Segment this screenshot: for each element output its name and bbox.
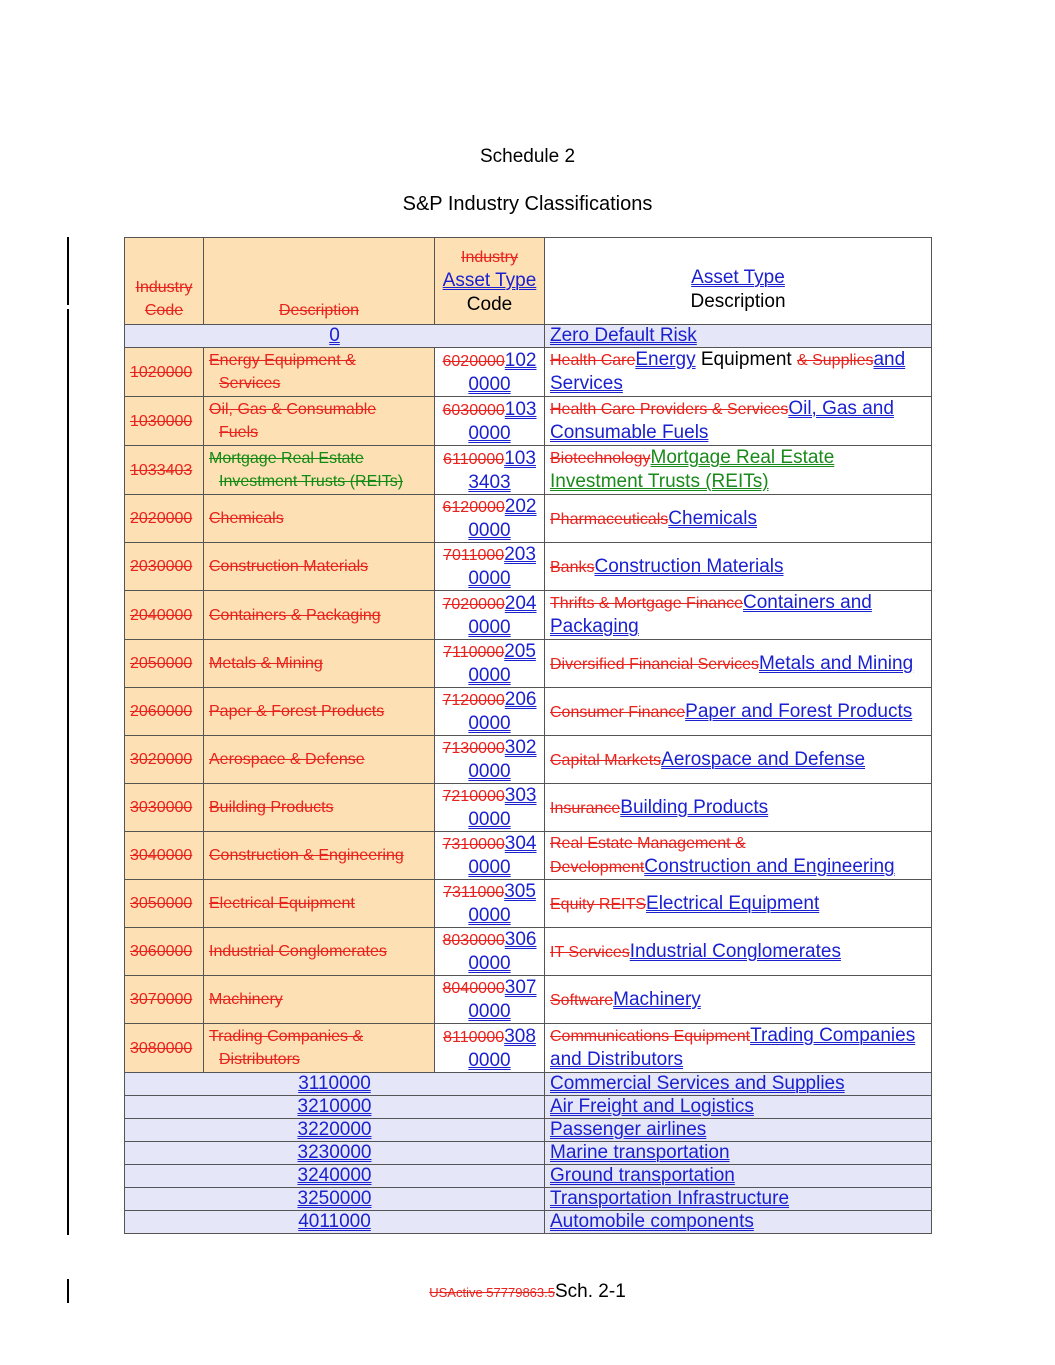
table-row [125, 397, 932, 446]
asset-type-code-cell [435, 1024, 545, 1073]
asset-description-new: Containers and Packaging [550, 592, 872, 637]
new-asset-description: Commercial Services and Supplies [550, 1073, 845, 1094]
new-desc-cell [545, 1119, 932, 1142]
table-row [125, 928, 932, 976]
table-row [125, 1024, 932, 1073]
zero-default-row [125, 325, 932, 348]
asset-type-code-old: 6110000 [443, 450, 505, 468]
asset-type-code-new: 3050000 [468, 881, 536, 926]
asset-type-code-cell [435, 880, 545, 928]
description-old: Construction Materials [209, 558, 369, 575]
description-old: Oil, Gas & Consumable [209, 401, 377, 418]
description-cell [204, 348, 435, 397]
industry-code-cell [125, 832, 204, 880]
industry-code-cell [125, 543, 204, 591]
description-cell [204, 832, 435, 880]
description-old: Containers & Packaging [209, 606, 381, 624]
industry-code-old: 3050000 [130, 895, 193, 912]
asset-type-code-new: 2040000 [468, 592, 537, 638]
asset-description-old: Health Care [550, 352, 636, 369]
page-footer [0, 1281, 1055, 1303]
description-old-cont: Services [219, 375, 281, 392]
asset-type-code-new: 3080000 [468, 1025, 536, 1071]
asset-description-new: Chemicals [668, 507, 757, 529]
industry-code-cell [125, 495, 204, 543]
new-code-cell [125, 1165, 545, 1188]
asset-description-new: Trading Companies and Distributors [550, 1025, 916, 1070]
asset-type-code-new: 2050000 [468, 641, 536, 686]
table-row-new [125, 1119, 932, 1142]
header-asset-type-description: Asset Type Description [545, 238, 932, 325]
description-cell [204, 928, 435, 976]
description-cell [204, 640, 435, 688]
new-asset-description: Transportation Infrastructure [550, 1188, 790, 1209]
new-asset-code: 3240000 [297, 1165, 372, 1186]
table-row [125, 348, 932, 397]
table-row [125, 446, 932, 495]
page-subtitle: S&P Industry Classifications [402, 193, 653, 215]
change-bar [67, 309, 69, 1235]
asset-description-new: Construction Materials [594, 555, 784, 577]
description-cell [204, 591, 435, 640]
industry-code-old: 1030000 [130, 412, 193, 430]
asset-type-code-new: 2020000 [468, 496, 537, 541]
header-asset-type-code: Industry Asset Type Code [435, 238, 545, 325]
asset-description-old: Software [550, 991, 614, 1009]
new-asset-description: Marine transportation [550, 1142, 730, 1163]
classification-table [124, 237, 932, 1234]
description-old: Construction & Engineering [209, 847, 404, 864]
industry-code-cell [125, 1024, 204, 1073]
description-cell [204, 736, 435, 784]
new-asset-description: Passenger airlines [550, 1119, 707, 1140]
description-cell [204, 1024, 435, 1073]
asset-type-code-cell [435, 736, 545, 784]
new-asset-description: Ground transportation [550, 1165, 735, 1186]
asset-type-code-cell [435, 688, 545, 736]
asset-type-code-new: 2060000 [468, 689, 537, 734]
asset-type-code-old: 7120000 [442, 692, 505, 709]
asset-type-code-cell [435, 543, 545, 591]
asset-type-code-new: 3030000 [468, 785, 537, 830]
description-cell [204, 784, 435, 832]
industry-code-cell [125, 397, 204, 446]
description-old-cont: Distributors [219, 1051, 300, 1068]
industry-code-cell [125, 976, 204, 1024]
asset-description-new: Machinery [613, 988, 701, 1010]
table-row-new [125, 1073, 932, 1096]
table-row-new [125, 1188, 932, 1211]
asset-type-description-cell [545, 976, 932, 1024]
change-bar [67, 237, 69, 305]
description-cell [204, 976, 435, 1024]
asset-type-description-cell [545, 736, 932, 784]
asset-description-new: Mortgage Real Estate Investment Trusts (REITs) [550, 447, 835, 492]
description-old: Energy Equipment & [209, 352, 356, 369]
description-cell [204, 495, 435, 543]
page-number: Sch. 2-1 [555, 1281, 626, 1302]
asset-description-old: Diversified Financial Services [550, 655, 759, 673]
asset-type-code-old: 8110000 [443, 1028, 505, 1046]
asset-description-new: Aerospace and Defense [661, 748, 866, 770]
industry-code-cell [125, 446, 204, 495]
new-desc-cell [545, 1142, 932, 1165]
new-asset-code: 3230000 [297, 1142, 372, 1163]
asset-type-code-new: 1030000 [468, 398, 537, 444]
industry-code-old: 2030000 [130, 558, 193, 575]
asset-type-code-cell [435, 591, 545, 640]
asset-type-code-cell [435, 832, 545, 880]
asset-description-new: Construction and Engineering [644, 856, 895, 877]
header-row [125, 238, 932, 325]
table-row [125, 976, 932, 1024]
new-asset-description: Automobile components [550, 1211, 754, 1232]
asset-type-code-old: 7130000 [442, 740, 505, 757]
asset-type-description-cell [545, 446, 932, 495]
asset-type-code-old: 7020000 [442, 595, 505, 613]
asset-description-new: Electrical Equipment [646, 892, 820, 914]
asset-description-new: Metals and Mining [758, 652, 914, 674]
description-old: Paper & Forest Products [209, 703, 385, 720]
industry-code-old: 2040000 [130, 606, 193, 624]
new-desc-cell [545, 1188, 932, 1211]
table-row-new [125, 1142, 932, 1165]
description-old: Machinery [209, 991, 283, 1008]
asset-type-code-old: 7310000 [442, 836, 505, 853]
industry-code-cell [125, 640, 204, 688]
asset-type-code-new: 2030000 [468, 544, 536, 589]
asset-description-old: Biotechnology [550, 450, 651, 467]
table-row [125, 543, 932, 591]
description-old: Building Products [209, 799, 334, 816]
new-asset-code: 3210000 [297, 1096, 372, 1117]
industry-code-cell [125, 736, 204, 784]
industry-code-old: 1033403 [130, 461, 193, 479]
industry-code-old: 1020000 [130, 363, 193, 381]
asset-description-old: Equity REITS [550, 895, 647, 913]
asset-type-description-cell [545, 928, 932, 976]
asset-description-old: Communications Equipment [550, 1028, 751, 1045]
asset-description-old: Insurance [550, 799, 621, 817]
industry-code-cell [125, 880, 204, 928]
table-row [125, 495, 932, 543]
asset-type-code-new: 3020000 [468, 737, 537, 782]
industry-code-cell [125, 784, 204, 832]
industry-code-old: 2050000 [130, 655, 193, 672]
new-code-cell [125, 1096, 545, 1119]
industry-code-old: 3060000 [130, 943, 193, 960]
asset-type-code-old: 7210000 [442, 788, 505, 805]
asset-type-code-old: 6030000 [442, 401, 505, 419]
asset-description-unchanged: Equipment [695, 349, 797, 370]
asset-type-description-cell [545, 640, 932, 688]
description-cell [204, 543, 435, 591]
asset-type-code-cell [435, 784, 545, 832]
new-code-cell [125, 1073, 545, 1096]
description-old-cont: Fuels [219, 424, 259, 441]
asset-type-description-cell [545, 1024, 932, 1073]
table-row [125, 736, 932, 784]
header-industry-code: Industry Code [125, 238, 204, 325]
page-title: Schedule 2 [479, 146, 576, 167]
new-asset-code: 3110000 [298, 1073, 371, 1094]
description-old-cont: Investment Trusts (REITs) [219, 473, 404, 490]
asset-description-old: Consumer Finance [550, 703, 686, 721]
description-cell [204, 688, 435, 736]
asset-type-code-new: 1020000 [468, 349, 537, 395]
zero-code: 0 [329, 325, 340, 346]
asset-type-code-cell [435, 348, 545, 397]
description-cell [204, 446, 435, 495]
asset-type-code-new: 1033403 [468, 447, 536, 493]
industry-code-cell [125, 591, 204, 640]
asset-description-old: Pharmaceuticals [550, 510, 669, 528]
asset-description-old: IT Services [550, 943, 630, 961]
asset-type-code-cell [435, 397, 545, 446]
asset-type-code-old: 7110000 [443, 644, 505, 661]
asset-description-new: Building Products [620, 796, 769, 818]
description-old: Metals & Mining [209, 655, 323, 672]
new-asset-code: 3220000 [297, 1119, 372, 1140]
asset-type-code-cell [435, 928, 545, 976]
asset-description-old: Banks [550, 558, 595, 576]
asset-type-code-old: 6120000 [442, 499, 505, 516]
asset-type-code-cell [435, 446, 545, 495]
industry-code-old: 2020000 [130, 510, 193, 527]
asset-type-code-old: 7311000 [443, 884, 505, 901]
asset-type-description-cell [545, 348, 932, 397]
asset-type-description-cell [545, 688, 932, 736]
asset-type-code-new: 3060000 [468, 929, 537, 974]
new-desc-cell [545, 1165, 932, 1188]
description-old: Chemicals [209, 510, 284, 527]
asset-type-description-cell [545, 784, 932, 832]
asset-description-old-2: & Supplies [796, 352, 874, 369]
new-asset-description: Air Freight and Logistics [550, 1096, 754, 1117]
asset-type-description-cell [545, 495, 932, 543]
zero-desc: Zero Default Risk [550, 325, 697, 346]
asset-description-new: Industrial Conglomerates [629, 940, 841, 962]
description-old: Aerospace & Defense [209, 751, 365, 768]
table-row [125, 832, 932, 880]
new-code-cell [125, 1188, 545, 1211]
asset-type-code-old: 7011000 [443, 547, 505, 564]
industry-code-old: 3080000 [130, 1039, 193, 1057]
description-cell [204, 880, 435, 928]
asset-description-old: Capital Markets [550, 751, 662, 769]
description-old: Trading Companies & [209, 1028, 364, 1045]
industry-code-cell [125, 688, 204, 736]
asset-type-code-cell [435, 495, 545, 543]
description-cell [204, 397, 435, 446]
industry-code-cell [125, 928, 204, 976]
new-code-cell [125, 1211, 545, 1234]
description-old: Mortgage Real Estate [209, 450, 364, 467]
new-desc-cell [545, 1073, 932, 1096]
industry-code-cell [125, 348, 204, 397]
table-row [125, 640, 932, 688]
document-id: USActive 57779863.5 [429, 1285, 555, 1300]
new-desc-cell [545, 1211, 932, 1234]
industry-code-old: 3020000 [130, 751, 193, 768]
table-row-new [125, 1211, 932, 1234]
asset-type-description-cell [545, 543, 932, 591]
industry-code-old: 3040000 [130, 847, 193, 864]
table-row-new [125, 1096, 932, 1119]
new-asset-code: 3250000 [297, 1188, 372, 1209]
table-row [125, 880, 932, 928]
table-row [125, 591, 932, 640]
asset-type-description-cell [545, 880, 932, 928]
table-row-new [125, 1165, 932, 1188]
asset-description-old: Real Estate Management & Development [550, 835, 746, 876]
asset-description-new-2: and Services [550, 349, 906, 394]
asset-type-code-old: 8040000 [442, 980, 505, 997]
description-old: Industrial Conglomerates [209, 943, 387, 960]
asset-type-code-old: 6020000 [442, 352, 505, 370]
new-code-cell [125, 1142, 545, 1165]
asset-description-new: Energy [635, 349, 696, 370]
asset-type-description-cell [545, 397, 932, 446]
industry-code-old: 2060000 [130, 703, 193, 720]
asset-type-code-new: 3040000 [468, 833, 537, 878]
table-row [125, 784, 932, 832]
asset-type-code-old: 8030000 [442, 932, 505, 949]
header-description-old: Description [204, 238, 435, 325]
description-old: Electrical Equipment [209, 895, 355, 912]
asset-type-code-cell [435, 640, 545, 688]
new-asset-code: 4011000 [298, 1211, 371, 1232]
asset-description-new: Paper and Forest Products [685, 700, 913, 722]
asset-description-old: Thrifts & Mortgage Finance [550, 595, 743, 612]
asset-type-description-cell [545, 832, 932, 880]
new-desc-cell [545, 1096, 932, 1119]
industry-code-old: 3030000 [130, 799, 193, 816]
asset-type-code-new: 3070000 [468, 977, 537, 1022]
table-row [125, 688, 932, 736]
asset-description-old: Health Care Providers & Services [550, 401, 789, 418]
industry-code-old: 3070000 [130, 991, 193, 1008]
asset-description-new: Oil, Gas and Consumable Fuels [550, 398, 894, 443]
asset-type-code-cell [435, 976, 545, 1024]
asset-type-description-cell [545, 591, 932, 640]
new-code-cell [125, 1119, 545, 1142]
